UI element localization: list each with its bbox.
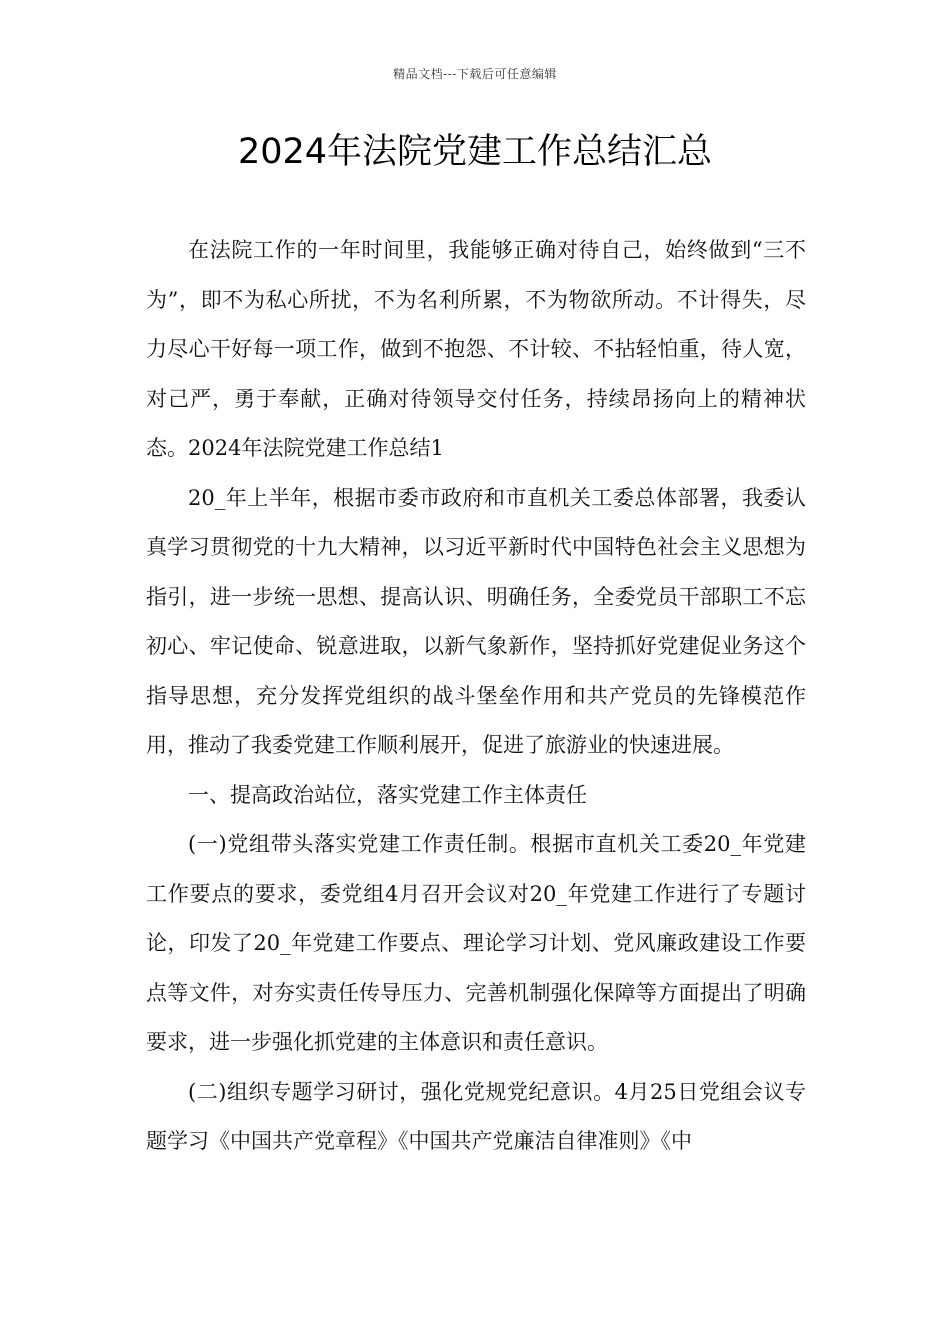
- paragraph-item-1: (一)党组带头落实党建工作责任制。根据市直机关工委20_年党建工作要点的要求，委党组4月召开会议对20_年党建工作进行了专题讨论，印发了20_年党建工作要点、理论学习计划、党风廉政建设工作要点等文件，对夯实责任传导压力、完善机制强化保障等方面提出了明确要求，进一步强化抓党建的主体意识和责任意识。: [146, 832, 806, 1054]
- document-body: [146, 226, 806, 1167]
- paragraph-intro: 在法院工作的一年时间里，我能够正确对待自己，始终做到“三不为”，即不为私心所扰，不为名利所累，不为物欲所动。不计得失，尽力尽心干好每一项工作，做到不抱怨、不计较、不拈轻怕重，待人宽，对己严，勇于奉献，正确对待领导交付任务，持续昂扬向上的精神状态。2024年法院党建工作总结1: [146, 238, 806, 460]
- header-note: 精品文档---下载后可任意编辑: [393, 67, 557, 81]
- section-heading-1: 一、提高政治站位，落实党建工作主体责任: [188, 782, 587, 807]
- document-title: 2024年法院党建工作总结汇总: [237, 132, 713, 172]
- paragraph-overview: 20_年上半年，根据市委市政府和市直机关工委总体部署，我委认真学习贯彻党的十九大精神，以习近平新时代中国特色社会主义思想为指引，进一步统一思想、提高认识、明确任务，全委党员干部职工不忘初心、牢记使命、锐意进取，以新气象新作，坚持抓好党建促业务这个指导思想，充分发挥党组织的战斗堡垒作用和共产党员的先锋模范作用，推动了我委党建工作顺利展开，促进了旅游业的快速进展。: [146, 485, 806, 757]
- paragraph-item-2: (二)组织专题学习研讨，强化党规党纪意识。4月25日党组会议专题学习《中国共产党章程》《中国共产党廉洁自律准则》《中: [146, 1079, 806, 1153]
